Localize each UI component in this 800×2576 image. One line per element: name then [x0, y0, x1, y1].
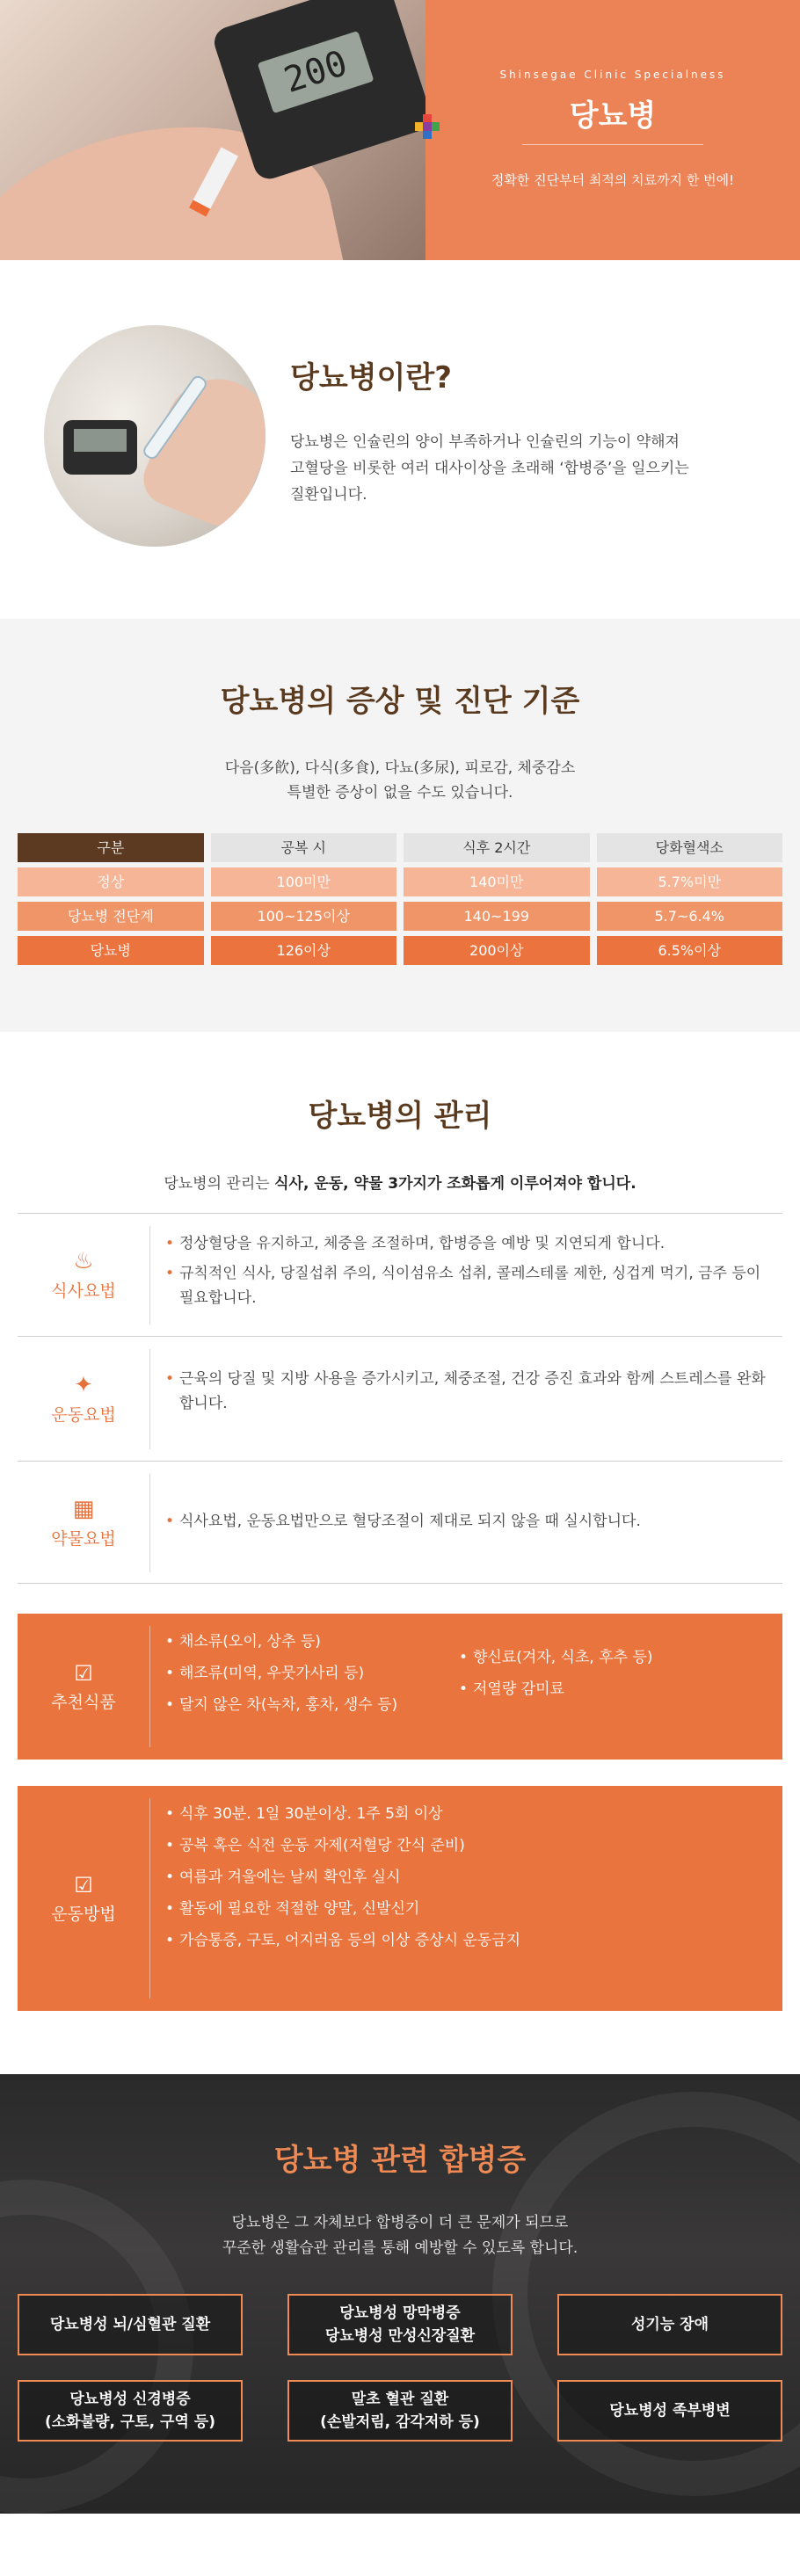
bowl-icon: ♨	[73, 1248, 94, 1274]
complication-text: 당뇨병성 족부병변	[609, 2402, 731, 2420]
table-cell: 5.7%미만	[597, 867, 783, 896]
table-header-cell: 구분	[18, 833, 204, 862]
intro-title: 당뇨병이란?	[290, 360, 452, 395]
list-item: • 가슴통증, 구토, 어지러움 등의 이상 증상시 운동금지	[165, 1930, 763, 1951]
complication-item[interactable]	[287, 2294, 513, 2355]
intro-line: 당뇨병은 인슐린의 양이 부족하거나 인슐린의 기능이 약해져	[290, 433, 680, 451]
table-cell: 100~125이상	[211, 902, 397, 931]
list-item: • 해조류(미역, 우뭇가사리 등)	[165, 1663, 455, 1684]
exercise-method-box	[18, 1786, 782, 2011]
complication-item[interactable]	[557, 2380, 782, 2442]
complication-text: (소화불량, 구토, 구역 등)	[44, 2413, 215, 2431]
divider	[149, 1798, 150, 1999]
table-header-cell: 당화혈색소	[597, 833, 783, 862]
list-item: • 채소류(오이, 상추 등)	[165, 1631, 455, 1652]
hero-title-panel	[425, 0, 800, 260]
hero-photo-glucose-meter	[0, 0, 425, 260]
recommended-foods-list-left	[165, 1631, 455, 1726]
list-item: • 식사요법, 운동요법만으로 혈당조절이 제대로 되지 않을 때 실시합니다.	[165, 1509, 772, 1534]
complication-text: 말초 혈관 질환	[351, 2391, 449, 2408]
management-sub-bold: 식사, 운동, 약물 3가지가 조화롭게 이루어져야 합니다.	[274, 1175, 636, 1193]
diet-therapy-label	[18, 1214, 149, 1336]
hero-divider	[522, 144, 703, 145]
recommended-foods-label	[18, 1614, 149, 1760]
table-header-row	[18, 833, 782, 862]
complication-item[interactable]	[18, 2294, 243, 2355]
intro-description	[290, 429, 765, 508]
intro-line: 질환입니다.	[290, 486, 367, 504]
hero-banner	[0, 0, 800, 260]
table-row	[18, 902, 782, 931]
symptoms-line: 다음(多飮), 다식(多食), 다뇨(多尿), 피로감, 체중감소	[224, 759, 576, 777]
complication-item[interactable]	[18, 2380, 243, 2442]
symptoms-description	[0, 756, 800, 805]
exercise-therapy-row	[18, 1336, 782, 1461]
exercise-method-title: 운동방법	[51, 1904, 116, 1924]
complications-line: 당뇨병은 그 자체보다 합병증이 더 큰 문제가 되므로	[231, 2214, 569, 2231]
list-item: • 활동에 필요한 적절한 양말, 신발신기	[165, 1898, 763, 1919]
table-cell: 100미만	[211, 867, 397, 896]
table-cell: 5.7~6.4%	[597, 902, 783, 931]
meter-illustration	[63, 420, 137, 475]
diagnosis-table	[18, 833, 782, 970]
table-header-cell: 공복 시	[211, 833, 397, 862]
divider	[149, 1474, 150, 1572]
list-item: • 달지 않은 차(녹차, 홍차, 생수 등)	[165, 1694, 455, 1716]
list-item: • 정상혈당을 유지하고, 체중을 조절하며, 합병증을 예방 및 지연되게 합니다.	[165, 1231, 772, 1256]
meter-display: 200	[258, 31, 375, 113]
exercise-therapy-title: 운동요법	[51, 1405, 116, 1425]
list-item: • 규칙적인 식사, 당질섭취 주의, 식이섬유소 섭취, 콜레스테롤 제한, 싱겁게 먹기, 금주 등이 필요합니다.	[165, 1261, 772, 1310]
list-item: • 공복 혹은 식전 운동 자제(저혈당 간식 준비)	[165, 1835, 763, 1856]
table-header-cell: 식후 2시간	[404, 833, 590, 862]
divider	[149, 1626, 150, 1747]
symptoms-title: 당뇨병의 증상 및 진단 기준	[220, 684, 580, 719]
complication-text: 당뇨병성 뇌/심혈관 질환	[49, 2316, 211, 2333]
management-sub-prefix: 당뇨병의 관리는	[164, 1175, 275, 1193]
complication-item[interactable]	[557, 2294, 782, 2355]
drug-therapy-label	[18, 1462, 149, 1583]
table-cell: 당뇨병 전단계	[18, 902, 204, 931]
drug-therapy-row	[18, 1461, 782, 1584]
hero-description: 정확한 진단부터 최적의 치료까지 한 번에!	[491, 172, 735, 188]
pill-icon: ▦	[72, 1495, 95, 1522]
intro-photo-blood-test	[44, 325, 265, 547]
exercise-method-list	[165, 1803, 763, 1962]
complications-line: 꾸준한 생활습관 관리를 통해 예방할 수 있도록 합니다.	[222, 2239, 578, 2257]
table-row	[18, 867, 782, 896]
list-item: • 저열량 감미료	[459, 1679, 758, 1700]
complications-description	[0, 2210, 800, 2261]
management-description	[0, 1171, 800, 1193]
table-cell: 당뇨병	[18, 936, 204, 965]
complication-text: 당뇨병성 망막병증	[339, 2304, 461, 2322]
symptoms-line: 특별한 증상이 없을 수도 있습니다.	[287, 784, 513, 802]
list-item: • 근육의 당질 및 지방 사용을 증가시키고, 체중조절, 건강 증진 효과와 함께 스트레스를 완화합니다.	[165, 1367, 772, 1416]
diet-therapy-row	[18, 1213, 782, 1336]
hero-kicker: Shinsegae Clinic Specialness	[499, 69, 726, 81]
list-item: • 향신료(겨자, 식초, 후추 등)	[459, 1647, 758, 1668]
table-row	[18, 936, 782, 965]
complication-text: 당뇨병성 신경병증	[69, 2391, 191, 2408]
checklist-icon: ☑	[74, 1660, 93, 1686]
management-title: 당뇨병의 관리	[308, 1099, 492, 1134]
table-cell: 140미만	[404, 867, 590, 896]
checklist-icon: ☑	[74, 1872, 93, 1898]
list-item: • 여름과 겨울에는 날씨 확인후 실시	[165, 1867, 763, 1888]
recommended-foods-list-right	[459, 1647, 758, 1710]
table-cell: 126이상	[211, 936, 397, 965]
exercise-therapy-list	[165, 1367, 772, 1421]
recommended-foods-title: 추천식품	[51, 1692, 116, 1712]
complication-text: (손발저림, 감각저하 등)	[320, 2413, 480, 2431]
drug-therapy-list	[165, 1509, 772, 1539]
complications-title: 당뇨병 관련 합병증	[273, 2143, 527, 2178]
diet-therapy-list	[165, 1231, 772, 1316]
exercise-method-label	[18, 1786, 149, 2011]
intro-line: 고혈당을 비롯한 여러 대사이상을 초래해 ‘합병증’을 일으키는	[290, 460, 689, 477]
table-cell: 정상	[18, 867, 204, 896]
recommended-foods-box	[18, 1614, 782, 1760]
table-cell: 200이상	[404, 936, 590, 965]
complication-text: 당뇨병성 만성신장질환	[324, 2327, 476, 2345]
complication-item[interactable]	[287, 2380, 513, 2442]
page-footer-space	[0, 2514, 800, 2576]
table-cell: 6.5%이상	[597, 936, 783, 965]
clinic-logo-icon	[415, 114, 440, 139]
drug-therapy-title: 약물요법	[51, 1528, 116, 1549]
divider	[149, 1226, 150, 1324]
list-item: • 식후 30분. 1일 30분이상. 1주 5회 이상	[165, 1803, 763, 1825]
exercise-icon: ✦	[74, 1372, 93, 1398]
complication-text: 성기능 장애	[630, 2316, 709, 2333]
diet-therapy-title: 식사요법	[51, 1281, 116, 1301]
table-cell: 140~199	[404, 902, 590, 931]
exercise-therapy-label	[18, 1337, 149, 1461]
hero-title: 당뇨병	[569, 98, 657, 134]
divider	[149, 1349, 150, 1449]
